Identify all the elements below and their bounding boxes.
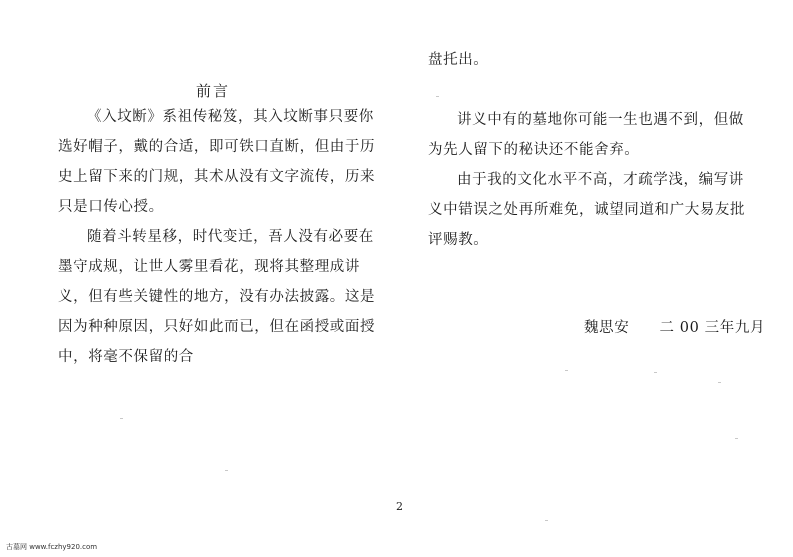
scan-speck [565,370,568,371]
scan-speck [718,382,721,383]
paragraph-intro: 《入坟断》系祖传秘笈，其入坟断事只要你选好帽子，戴的合适，即可铁口直断，但由于历史上留下来的门规，其术从没有文字流传，历来只是口传心授。 [58,109,376,215]
paragraph-changes: 随着斗转星移，时代变迁，吾人没有必要在墨守成规，让世人雾里看花，现将其整理成讲义，但有些关键性的地方，没有办法披露。这是因为种种原因，只好如此而已，但在函授或面授中，将毫不保留的合 [58,229,376,365]
scan-speck [436,96,439,97]
scan-speck [654,372,657,373]
left-column [58,102,388,372]
right-column [428,45,758,255]
site-watermark: 古墓网 www.fczhy920.com [6,543,98,551]
author-signature: 魏思安 二 00 三年九月 [584,320,766,336]
paragraph-apology: 由于我的文化水平不高，才疏学浅，编写讲义中错误之处再所难免，诚望同道和广大易友批评赐教。 [428,172,746,248]
scan-speck [120,418,123,419]
paragraph-secrets: 讲义中有的墓地你可能一生也遇不到，但做为先人留下的秘诀还不能舍弃。 [428,112,744,158]
page-number: 2 [396,500,403,513]
paragraph-continuation: 盘托出。 [428,52,489,68]
page-title: 前言 [196,82,231,100]
scan-speck [225,470,228,471]
scan-speck [735,438,738,439]
scan-speck [545,520,548,521]
